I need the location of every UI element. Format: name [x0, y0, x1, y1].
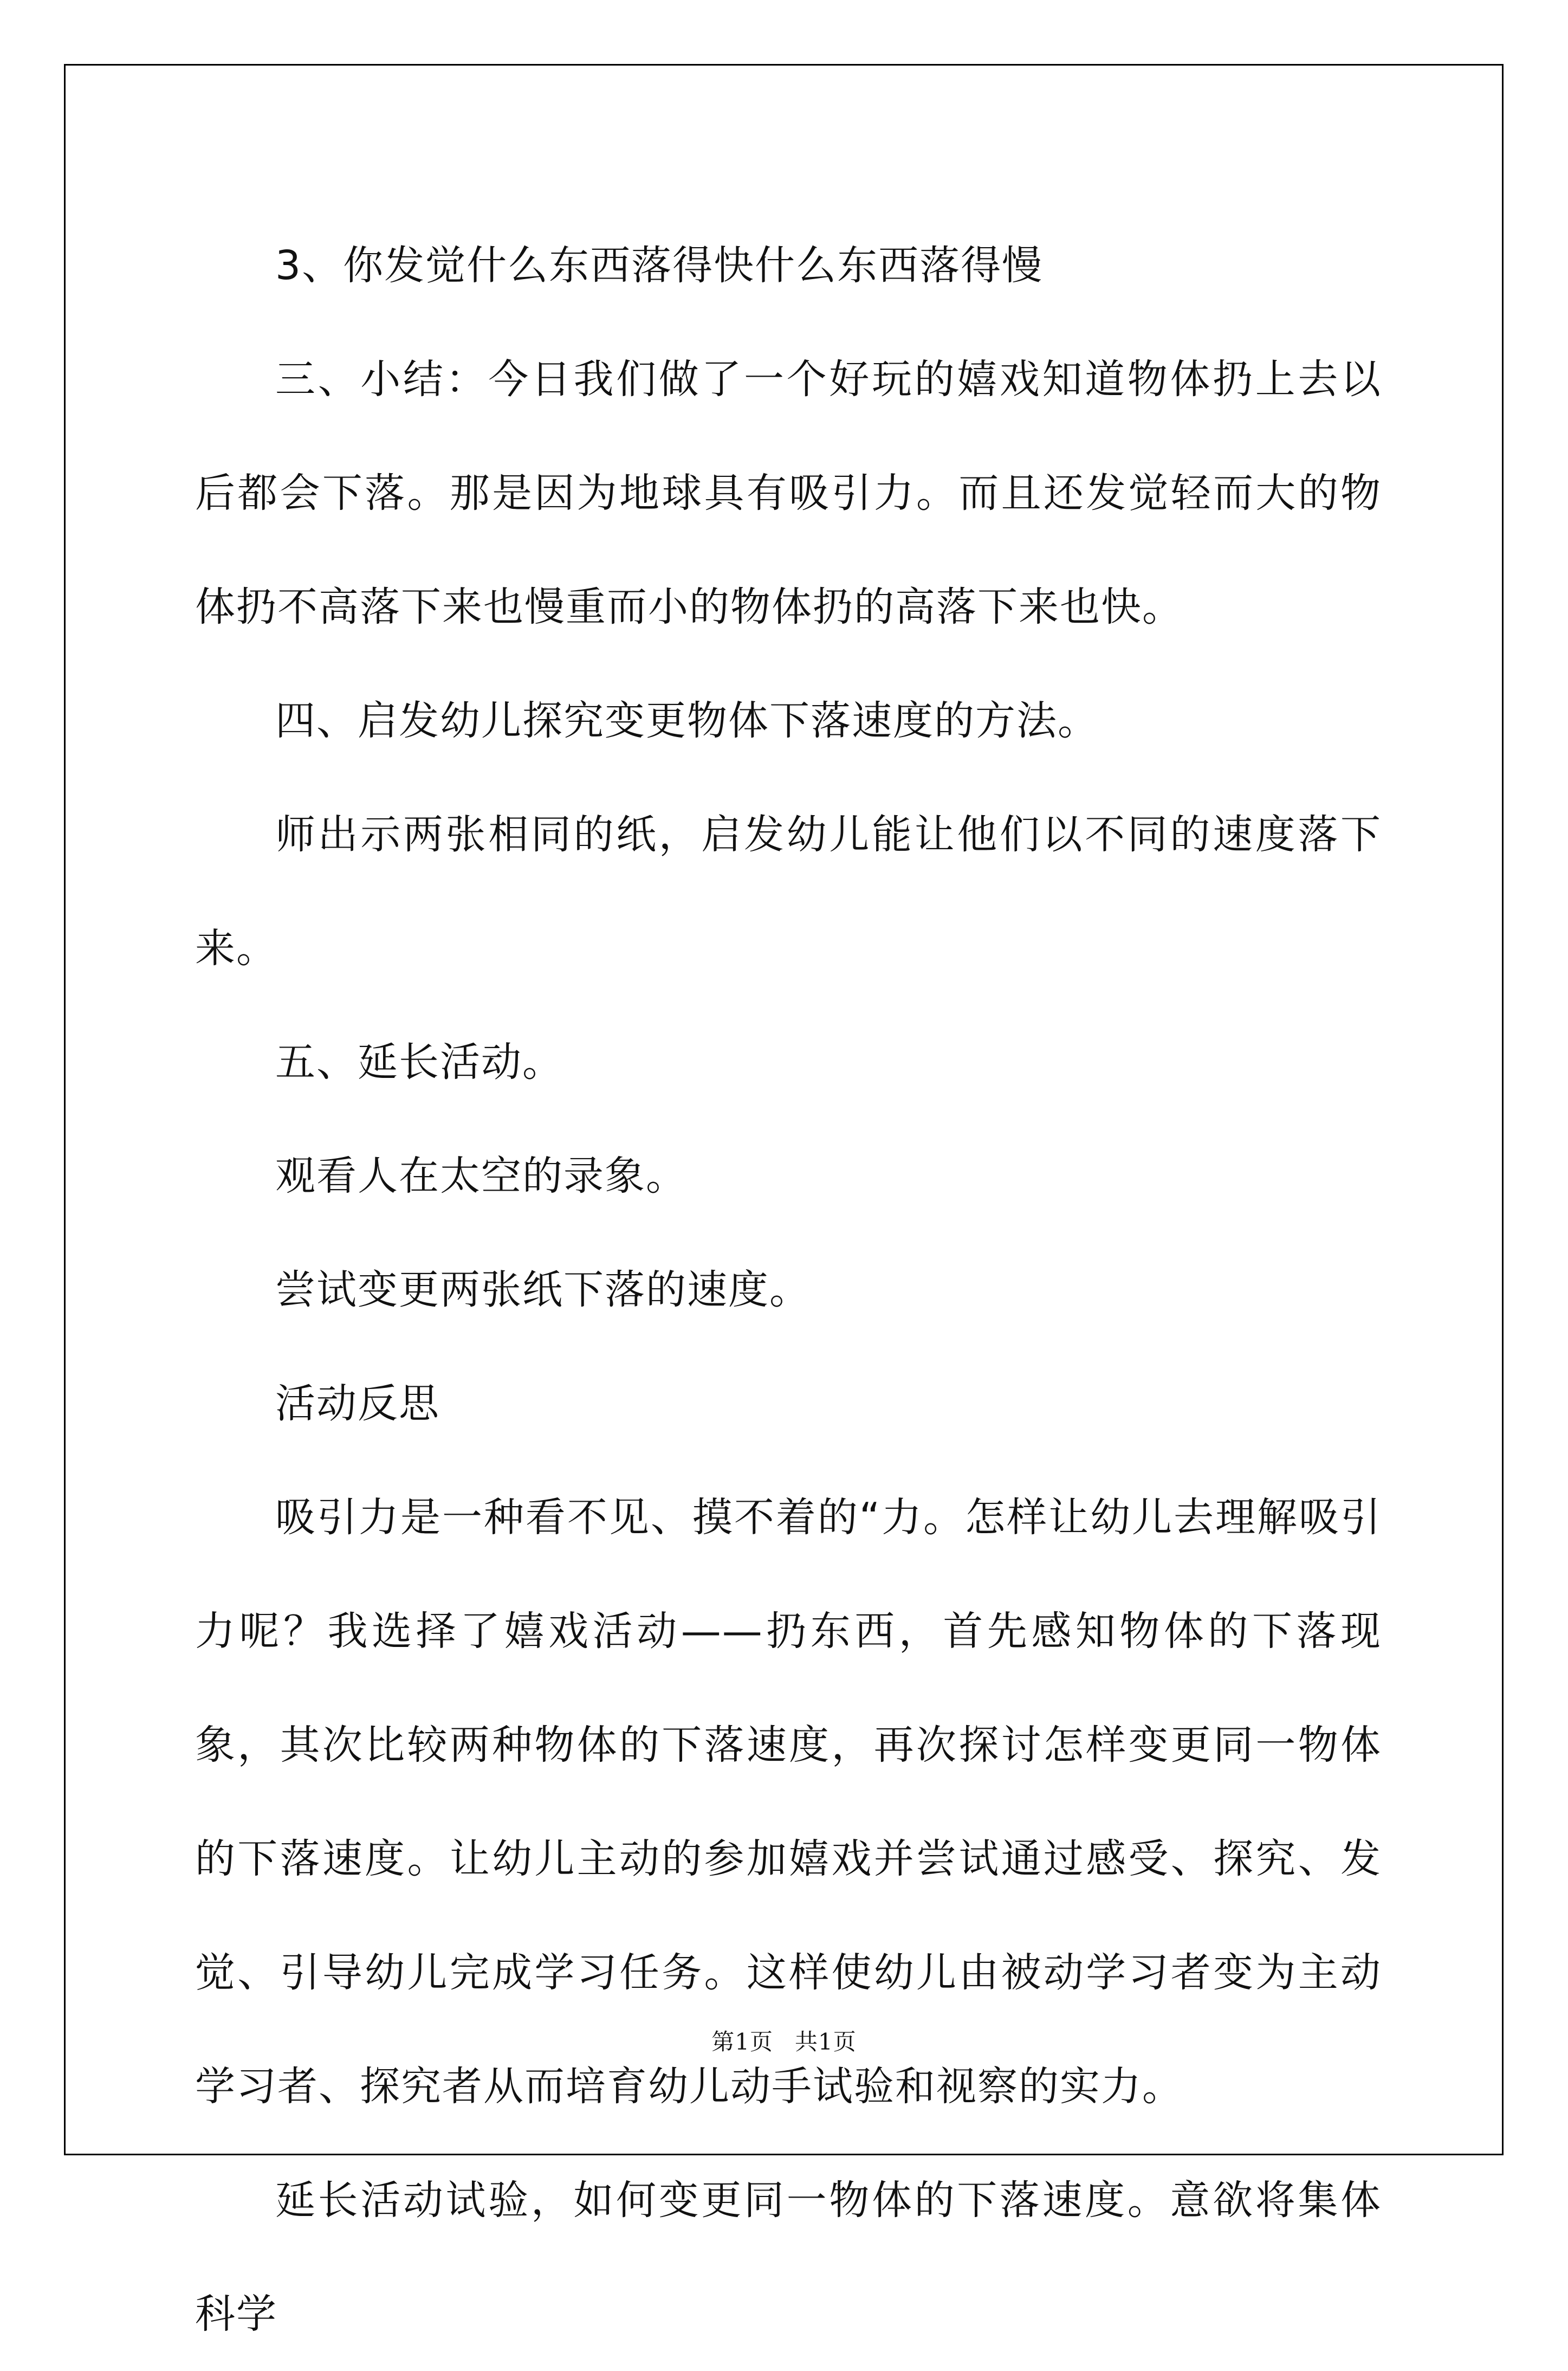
- paragraph: 三、小结：今日我们做了一个好玩的嬉戏知道物体扔上去以后都会下落。那是因为地球具有吸引力。而且还发觉轻而大的物体扔不高落下来也慢重而小的物体扔的高落下来也快。: [195, 356, 1382, 630]
- paragraph: 尝试变更两张纸下落的速度。: [275, 1267, 811, 1313]
- paragraph: 师出示两张相同的纸，启发幼儿能让他们以不同的速度落下来。: [195, 811, 1382, 972]
- total-pages: 共1页: [795, 2028, 857, 2055]
- paragraph: 3、你发觉什么东西落得快什么东西落得慢: [275, 242, 1044, 289]
- paragraph: 观看人在太空的录象。: [275, 1153, 687, 1199]
- section-heading: 活动反思: [275, 1380, 440, 1427]
- paragraph: 吸引力是一种看不见、摸不着的“力。怎样让幼儿去理解吸引力呢？我选择了嬉戏活动——扔东西，首先感知物体的下落现象，其次比较两种物体的下落速度，再次探讨怎样变更同一物体的下落速度。让幼儿主动的参加嬉戏并尝试通过感受、探究、发觉、引导幼儿完成学习任务。这样使幼儿由被动学习者变为主动学习者、探究者从而培育幼儿动手试验和视察的实力。: [195, 1494, 1382, 2110]
- paragraph: 五、延长活动。: [275, 1039, 563, 1086]
- paragraph: 延长活动试验，如何变更同一物体的下落速度。意欲将集体科学: [195, 2177, 1382, 2337]
- paragraph: 四、启发幼儿探究变更物体下落速度的方法。: [275, 697, 1099, 744]
- page-number: 第1页: [711, 2028, 773, 2055]
- page-footer: [0, 2024, 1568, 2057]
